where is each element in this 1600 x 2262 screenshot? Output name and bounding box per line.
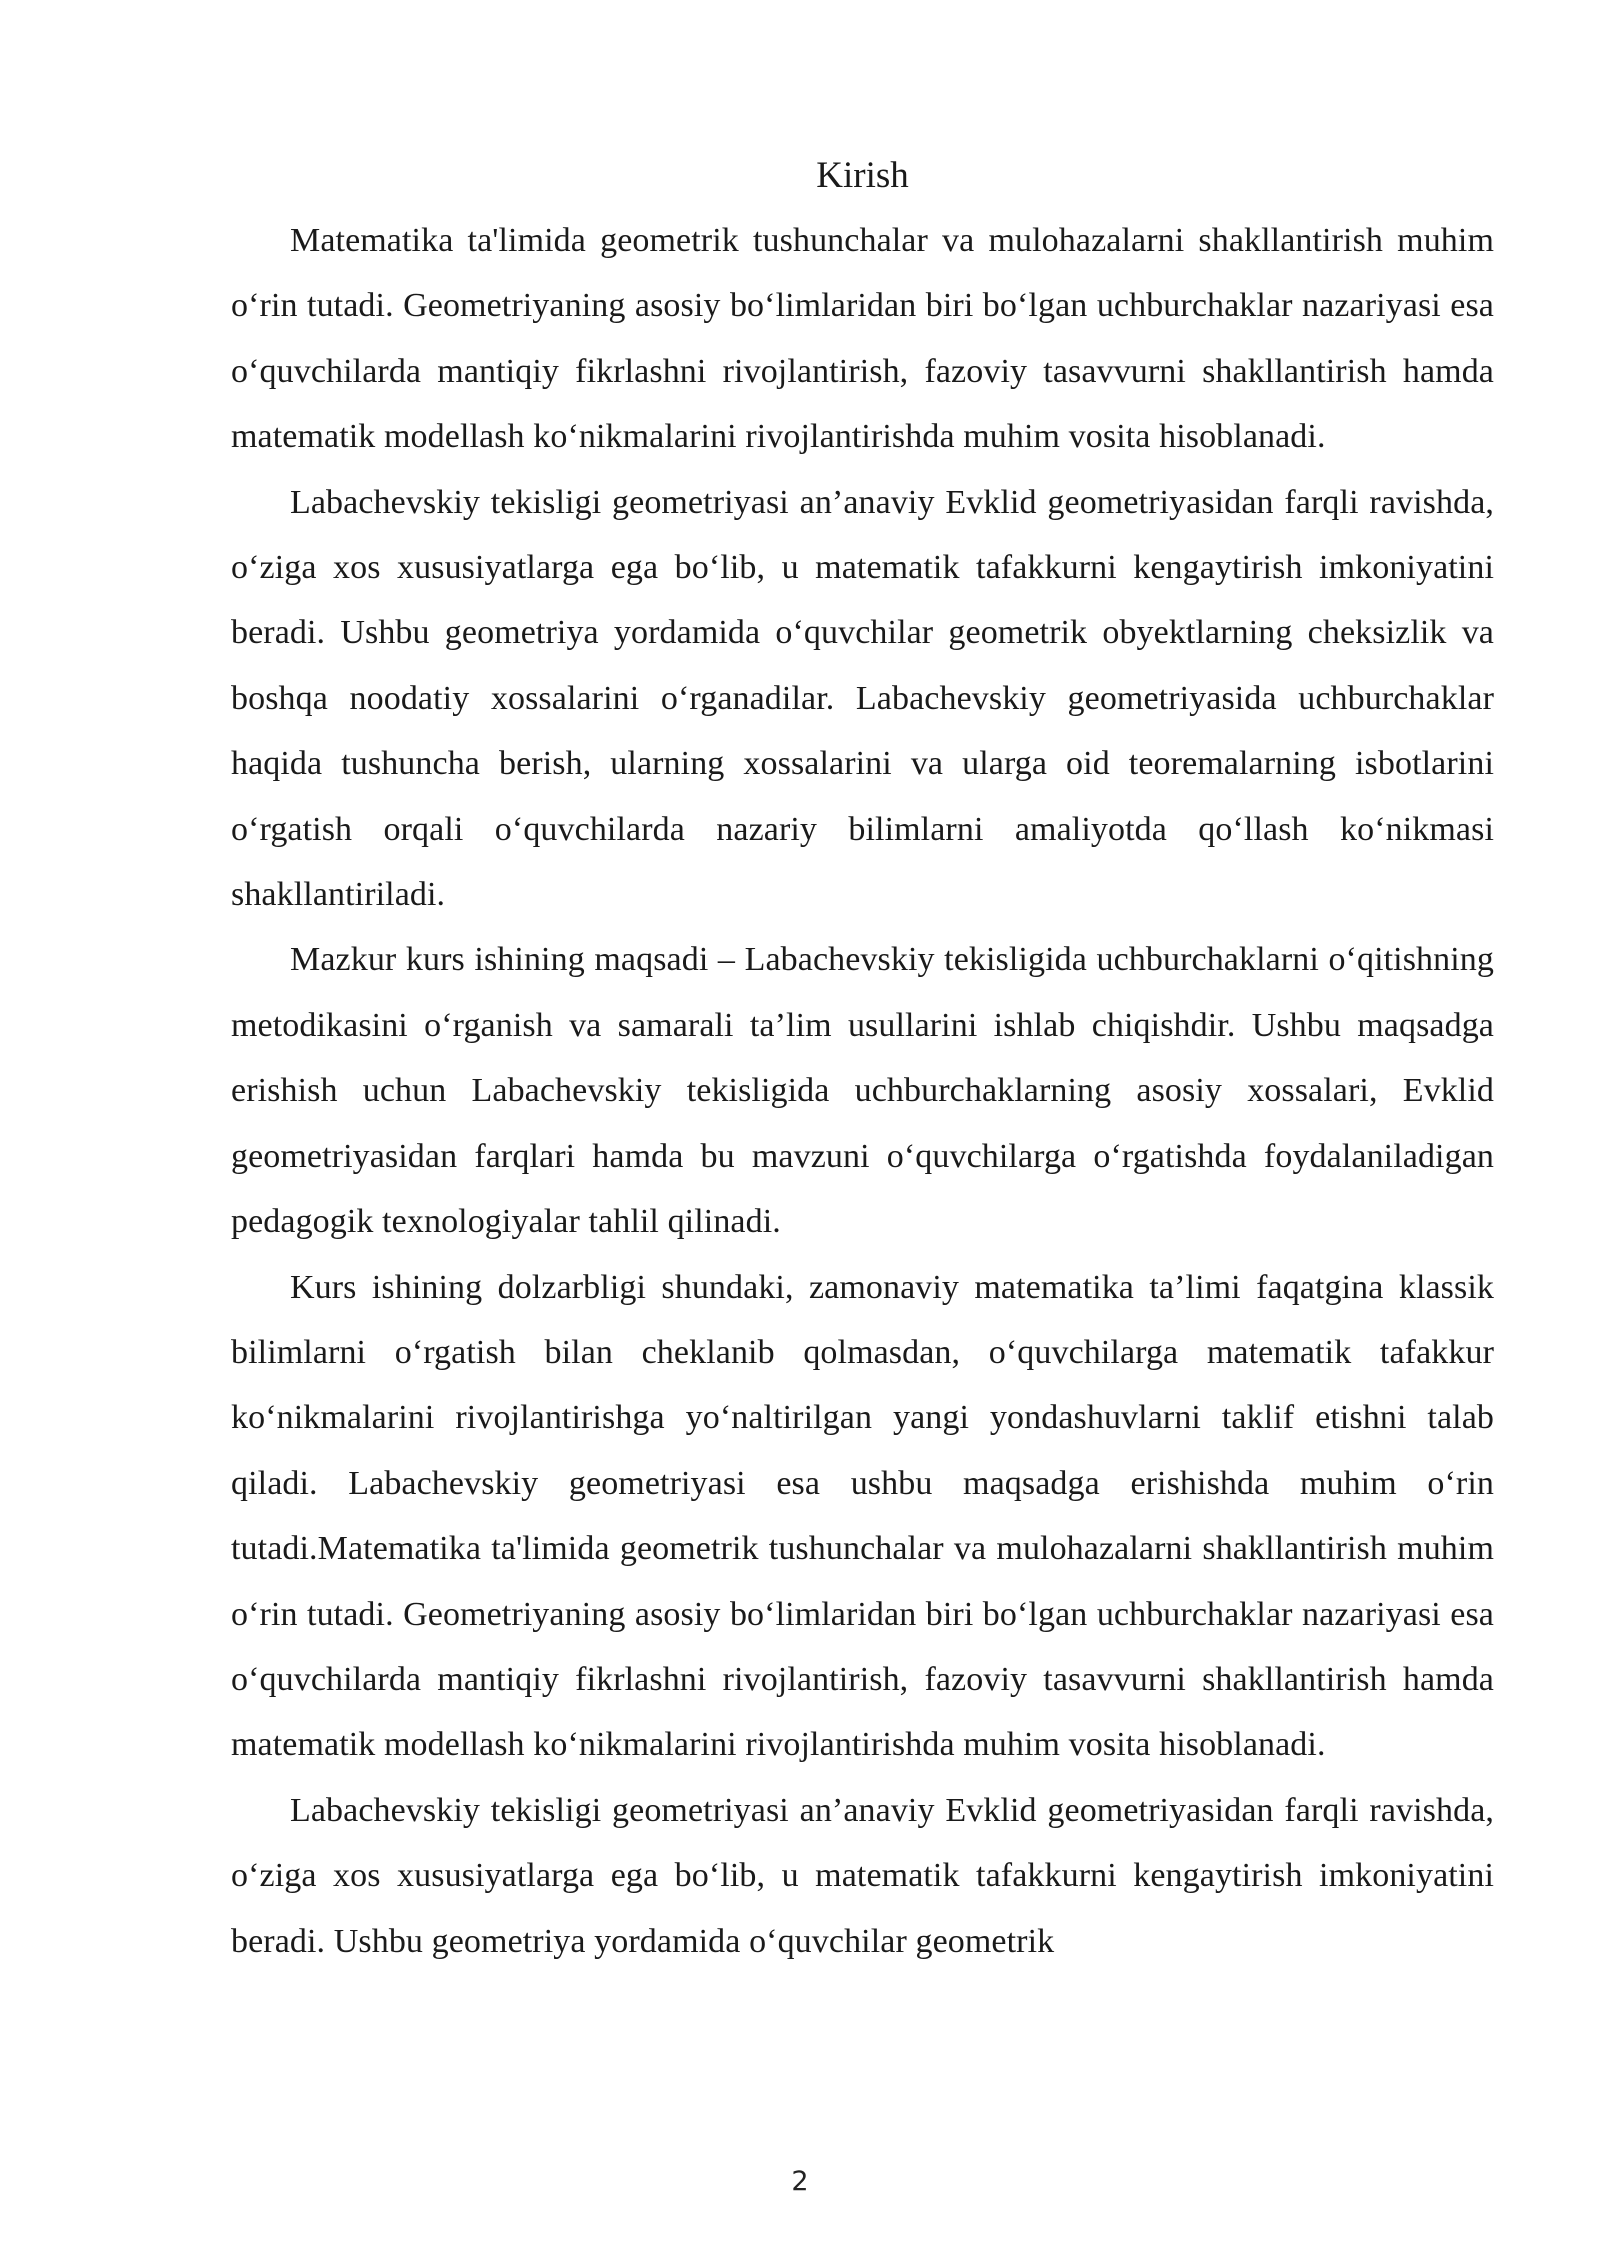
paragraph-1: Matematika ta'limida geometrik tushunchalar va mulohazalarni shakllantirish muhim oʻrin tutadi. Geometriyaning asosiy boʻlimlaridan biri boʻlgan uchburchaklar nazariyasi esa oʻquvchilarda mantiqiy fikrlashni rivojlantirish, fazoviy tasavvurni shakllantirish hamda matematik modellash koʻnikmalarini rivojlantirishda muhim vosita hisoblanadi. — [231, 222, 1494, 456]
paragraph-4: Kurs ishining dolzarbligi shundaki, zamonaviy matematika ta’limi faqatgina klassik bilimlarni oʻrgatish bilan cheklanib qolmasdan, oʻquvchilarga matematik tafakkur koʻnikmalarini rivojlantirishga yoʻnaltirilgan yangi yondashuvlarni taklif etishni talab qiladi. Labachevskiy geometriyasi esa ushbu maqsadga erishishda muhim oʻrin tutadi.Matematika ta'limida geometrik tushunchalar va mulohazalarni shakllantirish muhim oʻrin tutadi. Geometriyaning asosiy boʻlimlaridan biri boʻlgan uchburchaklar nazariyasi esa oʻquvchilarda mantiqiy fikrlashni rivojlantirish, fazoviy tasavvurni shakllantirish hamda matematik modellash koʻnikmalarini rivojlantirishda muhim vosita hisoblanadi. — [231, 1268, 1494, 1764]
page-number: 2 — [791, 2166, 809, 2197]
paragraph-2: Labachevskiy tekisligi geometriyasi an’anaviy Evklid geometriyasidan farqli ravishda, oʻziga xos xususiyatlarga ega boʻlib, u matematik tafakkurni kengaytirish imkoniyatini beradi. Ushbu geometriya yordamida oʻquvchilar geometrik obyektlarning cheksizlik va boshqa noodatiy xossalarini oʻrganadilar. Labachevskiy geometriyasida uchburchaklar haqida tushuncha berish, ularning xossalarini va ularga oid teoremalarning isbotlarini oʻrgatish orqali oʻquvchilarda nazariy bilimlarni amaliyotda qoʻllash koʻnikmasi shakllantiriladi. — [231, 483, 1494, 914]
paragraph-5: Labachevskiy tekisligi geometriyasi an’anaviy Evklid geometriyasidan farqli ravishda, oʻziga xos xususiyatlarga ega boʻlib, u matematik tafakkurni kengaytirish imkoniyatini beradi. Ushbu geometriya yordamida oʻquvchilar geometrik — [231, 1791, 1494, 1960]
paragraph-3: Mazkur kurs ishining maqsadi – Labachevskiy tekisligida uchburchaklarni oʻqitishning metodikasini oʻrganish va samarali ta’lim usullarini ishlab chiqishdir. Ushbu maqsadga erishish uchun Labachevskiy tekisligida uchburchaklarning asosiy xossalari, Evklid geometriyasidan farqlari hamda bu mavzuni oʻquvchilarga oʻrgatishda foydalaniladigan pedagogik texnologiyalar tahlil qilinadi. — [231, 941, 1494, 1241]
page-content — [231, 143, 1494, 1974]
section-title: Kirish — [816, 155, 909, 196]
